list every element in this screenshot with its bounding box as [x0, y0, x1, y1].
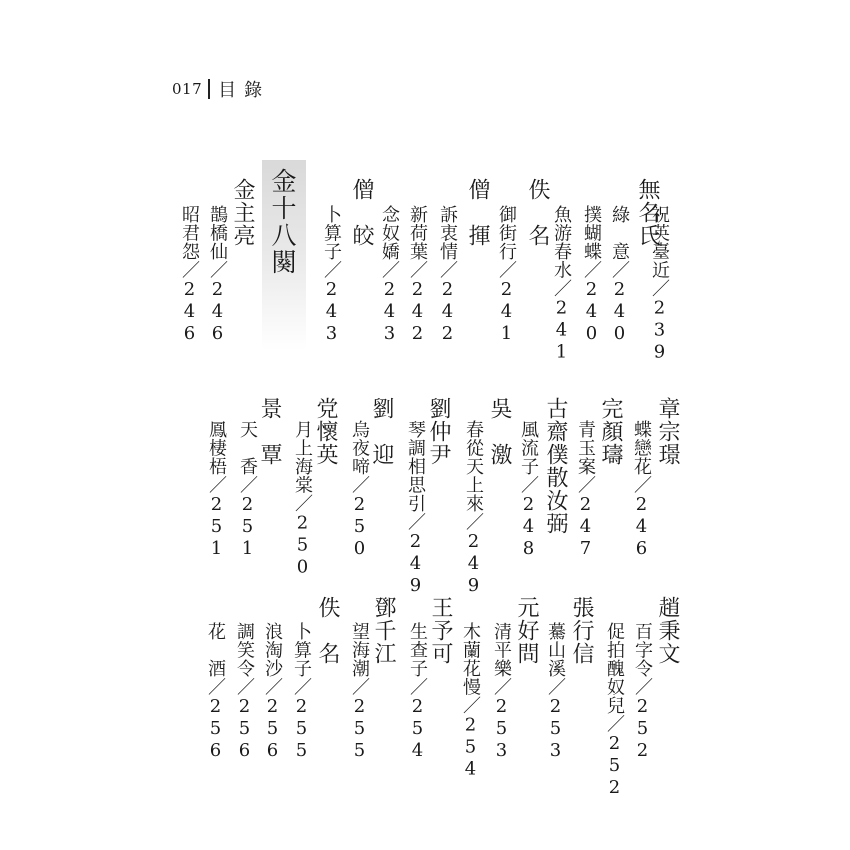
entry-title: 天 香／: [237, 420, 258, 494]
entry-title: 鵲橋仙／: [207, 205, 228, 279]
section-heading: 金十八闋: [268, 168, 297, 276]
toc-entry: [235, 622, 253, 762]
entry-page-number: 239: [649, 297, 670, 364]
toc-entry: [605, 622, 623, 799]
entry-page-number: 249: [463, 531, 484, 597]
author-name: 佚 名: [315, 596, 340, 665]
entry-page-number: 253: [491, 696, 512, 762]
toc-entry: [238, 420, 256, 560]
toc-entry: [497, 205, 515, 345]
toc-entry: [293, 420, 311, 579]
entry-page-number: 240: [609, 279, 630, 345]
entry-page-number: 255: [349, 696, 370, 762]
entry-page-number: 241: [551, 297, 572, 364]
entry-page-number: 240: [581, 279, 602, 345]
entry-title: 撲蝴蝶／: [581, 205, 602, 279]
entry-page-number: 256: [262, 696, 283, 762]
toc-entry: [380, 205, 398, 345]
entry-page-number: 248: [518, 494, 539, 560]
entry-title: 烏夜啼／: [349, 420, 370, 494]
entry-title: 生查子／: [407, 622, 428, 696]
toc-entry: [322, 205, 340, 345]
toc-entry: [206, 622, 224, 762]
entry-page-number: 256: [205, 696, 226, 762]
entry-page-number: 254: [407, 696, 428, 762]
toc-entry: [610, 205, 628, 345]
toc-entry: [633, 622, 651, 762]
entry-page-number: 242: [407, 279, 428, 345]
toc-entry: [406, 420, 424, 597]
author-name: 王予可: [428, 596, 453, 665]
entry-page-number: 254: [460, 714, 481, 781]
entry-page-number: 250: [292, 512, 313, 579]
entry-title: 青玉案／: [575, 420, 596, 494]
entry-page-number: 246: [179, 279, 200, 345]
toc-entry: [464, 420, 482, 597]
toc-entry: [492, 622, 510, 762]
entry-title: 訴衷情／: [437, 205, 458, 279]
author-name: 僧 皎: [349, 178, 374, 247]
author-name: 鄧千江: [371, 596, 396, 665]
entry-page-number: 253: [545, 696, 566, 762]
entry-title: 風流子／: [518, 420, 539, 494]
entry-page-number: 246: [631, 494, 652, 560]
toc-entry: [350, 622, 368, 762]
author-name: 無名氏: [635, 178, 660, 247]
author-name: 僧 揮: [465, 178, 490, 247]
author-name: 古齋僕散汝弼: [543, 397, 568, 535]
author-name: 元好問: [514, 596, 539, 665]
author-name: 吳 激: [487, 397, 512, 466]
page-title: 目錄: [218, 80, 271, 101]
author-name: 佚 名: [525, 178, 550, 247]
entry-title: 昭君怨／: [179, 205, 200, 279]
author-name: 劉仲尹: [426, 397, 451, 466]
toc-entry: [632, 420, 650, 560]
toc-entry: [576, 420, 594, 560]
entry-title: 新荷葉／: [407, 205, 428, 279]
toc-entry: [408, 205, 426, 345]
entry-page-number: 252: [604, 733, 625, 799]
toc-entry: [263, 622, 281, 762]
entry-title: 綠 意／: [609, 205, 630, 279]
entry-title: 鳳棲梧／: [206, 420, 227, 494]
entry-title: 清平樂／: [491, 622, 512, 696]
entry-title: 驀山溪／: [545, 622, 566, 696]
entry-page-number: 250: [349, 494, 370, 560]
entry-page-number: 249: [405, 531, 426, 597]
toc-entry: [461, 622, 479, 781]
header-divider: [208, 79, 210, 99]
entry-title: 調笑令／: [234, 622, 255, 696]
author-name: 張行信: [569, 596, 594, 665]
page-header: [172, 77, 270, 101]
author-name: 金主亮: [230, 178, 255, 247]
toc-entry: [208, 205, 226, 345]
entry-title: 月上海棠／: [292, 420, 313, 513]
entry-title: 望海潮／: [349, 622, 370, 696]
author-name: 劉 迎: [369, 397, 394, 466]
page-number: 017: [172, 80, 203, 98]
toc-entry: [180, 205, 198, 345]
entry-title: 御街行／: [496, 205, 517, 279]
toc-entry: [519, 420, 537, 560]
entry-page-number: 242: [437, 279, 458, 345]
entry-page-number: 255: [291, 696, 312, 762]
entry-title: 花 酒／: [205, 622, 226, 696]
entry-title: 浪淘沙／: [262, 622, 283, 696]
entry-title: 春從天上來／: [463, 420, 484, 531]
entry-page-number: 251: [206, 494, 227, 560]
author-name: 完顏璹: [598, 397, 623, 466]
entry-page-number: 241: [496, 279, 517, 345]
entry-page-number: 243: [321, 279, 342, 345]
entry-page-number: 252: [632, 696, 653, 762]
entry-page-number: 246: [207, 279, 228, 345]
toc-entry: [292, 622, 310, 762]
author-name: 趙秉文: [655, 596, 680, 665]
entry-title: 魚游春水／: [551, 205, 572, 298]
entry-page-number: 247: [575, 494, 596, 560]
author-name: 党懷英: [313, 397, 338, 466]
toc-entry: [408, 622, 426, 762]
entry-page-number: 256: [234, 696, 255, 762]
author-name: 景 覃: [257, 397, 282, 466]
toc-entry: [207, 420, 225, 560]
toc-entry: [552, 205, 570, 364]
entry-title: 百字令／: [632, 622, 653, 696]
toc-entry: [350, 420, 368, 560]
entry-title: 卜算子／: [291, 622, 312, 696]
toc-entry: [438, 205, 456, 345]
entry-title: 琴調相思引／: [405, 420, 426, 531]
entry-title: 蝶戀花／: [631, 420, 652, 494]
entry-title: 促拍醜奴兒／: [604, 622, 625, 733]
toc-entry: [582, 205, 600, 345]
entry-title: 祝英臺近／: [649, 205, 670, 298]
entry-page-number: 243: [379, 279, 400, 345]
entry-title: 念奴嬌／: [379, 205, 400, 279]
entry-title: 木蘭花慢／: [460, 622, 481, 715]
entry-page-number: 251: [237, 494, 258, 560]
toc-entry: [546, 622, 564, 762]
author-name: 章宗璟: [655, 397, 680, 466]
entry-title: 卜算子／: [321, 205, 342, 279]
